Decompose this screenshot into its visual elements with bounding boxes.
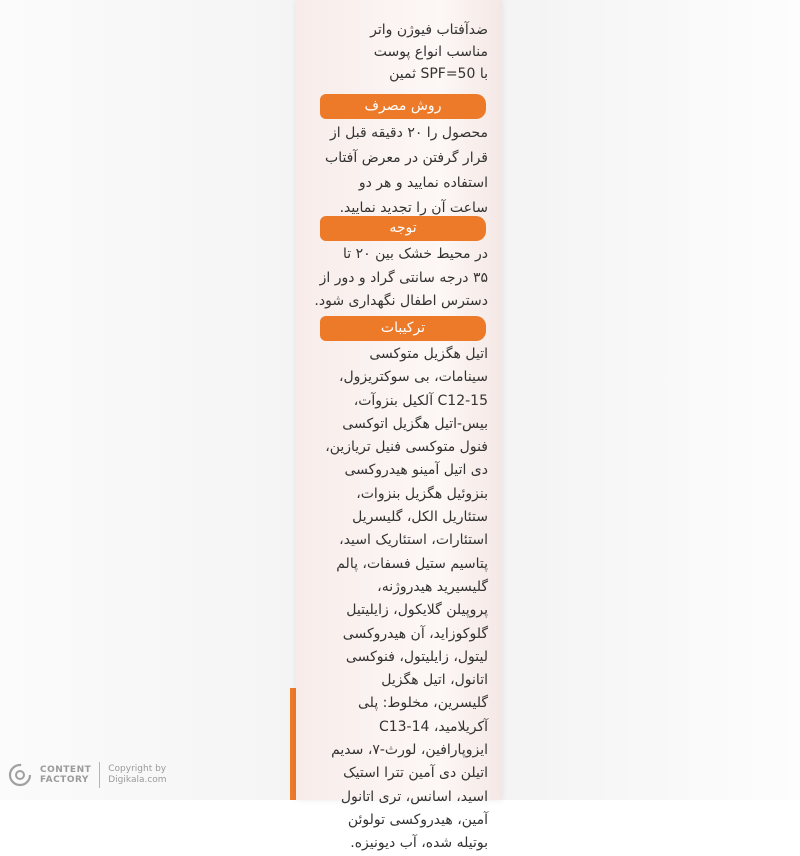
ingredient-line: ستئاریل الکل، گلیسریل	[352, 509, 488, 526]
usage-line: ساعت آن را تجدید نمایید.	[339, 200, 488, 216]
ingredient-line: اتانول، اتیل هگزیل	[381, 672, 488, 689]
usage-line: استفاده نمایید و هر دو	[358, 175, 488, 191]
ingredient-line: بوتیله شده، آب دیونیزه.	[350, 835, 488, 852]
watermark-divider	[99, 762, 100, 788]
product-intro	[318, 19, 488, 85]
intro-line: با SPF=50 ثمین	[389, 66, 488, 82]
ingredients-list	[318, 343, 488, 856]
ingredient-line: اسید، اسانس، تری اتانول	[340, 788, 488, 805]
usage-line: محصول را ۲۰ دقیقه قبل از	[330, 125, 488, 141]
watermark-site: Digikala.com	[108, 775, 167, 785]
ingredient-line: سینامات، بی سوکتریزول،	[338, 369, 488, 386]
watermark-brand	[40, 765, 91, 785]
caution-text	[314, 243, 488, 314]
watermark-brand-line1: CONTENT	[40, 765, 92, 775]
ingredient-line: بنزوئیل هگزیل بنزوات،	[356, 485, 488, 502]
background-left	[0, 0, 310, 800]
background-right	[496, 0, 800, 800]
intro-line: مناسب انواع پوست	[373, 44, 488, 60]
watermark-copyright-block	[108, 764, 166, 786]
intro-line: ضدآفتاب فیوژن واتر	[370, 22, 488, 38]
ingredient-line: گلیسرین، مخلوط: پلی	[358, 695, 488, 712]
usage-header: روش مصرف	[320, 94, 486, 119]
caution-line: در محیط خشک بین ۲۰ تا	[343, 246, 488, 262]
ingredient-line: گلیسیرید هیدروژنه،	[377, 578, 488, 595]
ingredient-line: ایزوپارافین، لورث-۷، سدیم	[331, 742, 488, 759]
caution-line: دسترس اطفال نگهداری شود.	[314, 293, 488, 309]
ingredient-line: فنول متوکسی فنیل تریازین،	[325, 439, 488, 456]
ingredient-line: گلوکوزاید، آن هیدروکسی	[342, 625, 488, 642]
usage-line: قرار گرفتن در معرض آفتاب	[325, 150, 488, 166]
ingredient-line: بیس-اتیل هگزیل اتوکسی	[342, 415, 488, 432]
caution-header: توجه	[320, 216, 486, 241]
ingredient-line: دی اتیل آمینو هیدروکسی	[344, 462, 488, 479]
ingredients-header: ترکیبات	[320, 316, 486, 341]
ingredient-line: اتیل هگزیل متوکسی	[369, 346, 488, 362]
ingredient-line: آمین، هیدروکسی تولوئن	[347, 811, 488, 828]
watermark	[8, 758, 167, 792]
watermark-copyright: Copyright by	[108, 764, 167, 774]
ingredient-line: پروپیلن گلایکول، زایلیتیل	[346, 602, 488, 619]
ingredient-line: استئارات، استئاریک اسید،	[339, 532, 488, 549]
watermark-brand-line2: FACTORY	[40, 775, 89, 785]
usage-directions	[318, 121, 488, 221]
ingredient-line: اتیلن دی آمین تترا استیک	[343, 765, 488, 782]
ingredient-line: C12-15 آلکیل بنزوآت،	[353, 392, 488, 409]
caution-line: ۳۵ درجه سانتی گراد و دور از	[319, 269, 488, 286]
ingredient-line: لیتول، زایلیتول، فنوکسی	[345, 648, 488, 665]
ingredient-line: پتاسیم ستیل فسفات، پالم	[336, 555, 488, 572]
content-factory-logo-icon	[8, 763, 32, 787]
ingredient-line: آکریلامید، C13-14	[378, 718, 488, 735]
